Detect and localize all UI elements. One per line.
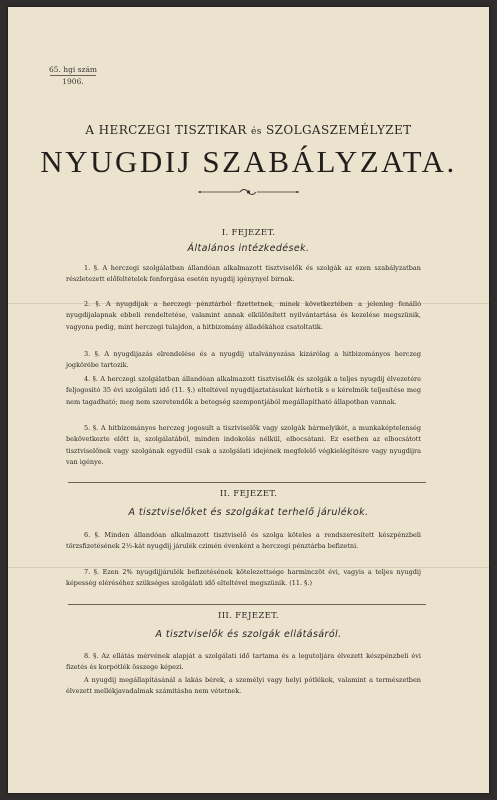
ornament-divider-icon xyxy=(196,186,301,198)
paragraph: 5. §. A hitbizományos herczeg jogosult a tisztviselők vagy szolgák bármelyikét, a munkaképtelenség bekövetkezte előtt is, szolgálatából, minden indokolás nélkül, elbocsátani. Ez esetben az elbocsátott tisztviselőnek vagy szolgának egyedül csak a szolgálati idejének megfelelő végkielégítésre vagy nyugdijra van igénye. xyxy=(66,424,421,466)
document-number: 65. hgi szám xyxy=(48,65,98,74)
paragraph: 3. §. A nyugdijazás elrendelése és a nyugdij utalványozása kizárólag a hitbizományos herczeg jogkörébe tartozik. xyxy=(66,350,421,370)
paragraph: 4. §. A herczegi szolgálatban állandóan alkalmazott tisztviselők és szolgák a teljes nyugdij élvezetére feljogositó 35 évi szolgálati idő (11. §.) elteltével nyugdijaztatásukat kérhetik s e kérelmök teljesítése meg nem tagadható; meg nem szeretendők a betegség szempontjából megállapítható állapotban vannak. xyxy=(66,375,421,406)
paragraph: 2. §. A nyugdijak a herczegi pénztárból fizettetnek, minek következtében a jelenleg fenálló nyugdijalapnak ebbeli rendeltetése, valamint annak elkülönített nyilvántartása és kezelése megszünik, vagyona pedig, mint herczegi tulajdon, a hitbizomány álladékához csatoltatik. xyxy=(66,300,421,331)
document-year: 1906. xyxy=(50,75,96,87)
document-number-stamp xyxy=(38,64,108,87)
paragraph: 6. §. Minden állandóan alkalmazott tisztviselő és szolga köteles a rendszeresített készpénzbeli törzsfizetésének 2½-kát nyugdij járulék czimén évenként a herczegi pénztárba befizetni. xyxy=(66,531,421,551)
section-heading: II. FEJEZET. xyxy=(219,489,278,499)
section-divider xyxy=(68,482,426,483)
paragraph: 7. §. Ezen 2% nyugdijjárulék befizetésének kötelezettsége harminczöt évi, vagyis a teljes nyugdij képesség eléréséhez szükséges szolgálati idő elteltével megszünik. (11. §.) xyxy=(66,568,421,588)
document-supertitle xyxy=(8,123,489,137)
paragraph: 1. §. A herczegi szolgálatban állandóan alkalmazott tisztviselők és szolgák az ezen szabályzatban részletezett előfeltételek fenforgása esetén nyugdij igénynyel birnak. xyxy=(66,264,421,284)
document-title: NYUGDIJ SZABÁLYZATA. xyxy=(40,144,457,179)
supertitle-part-1: A HERCZEGI TISZTIKAR xyxy=(85,123,247,137)
paragraph: 8. §. Az ellátás mérvének alapját a szolgálati idő tartama és a legutoljára élvezett készpénzbeli évi fizetés és korpótlék összege képezi. xyxy=(66,652,421,672)
supertitle-part-2: SZOLGASZEMÉLYZET xyxy=(265,123,412,137)
section-subtitle: A tisztviselők és szolgák ellátásáról. xyxy=(155,629,342,640)
section-heading: I. FEJEZET. xyxy=(221,228,276,238)
supertitle-conjunction: és xyxy=(251,127,262,137)
section-divider xyxy=(68,604,426,605)
section-subtitle: A tisztviselőket és szolgákat terhelő járulékok. xyxy=(128,507,369,518)
section-subtitle: Általános intézkedések. xyxy=(187,243,310,254)
document-page xyxy=(8,7,489,793)
paragraph: A nyugdij megállapításánál a lakás bérek, a személyi vagy helyi pótlékok, valamint a természetben élvezett mellékjavadalmak számitásba nem vétetnek. xyxy=(66,676,421,696)
section-heading: III. FEJEZET. xyxy=(218,611,279,621)
